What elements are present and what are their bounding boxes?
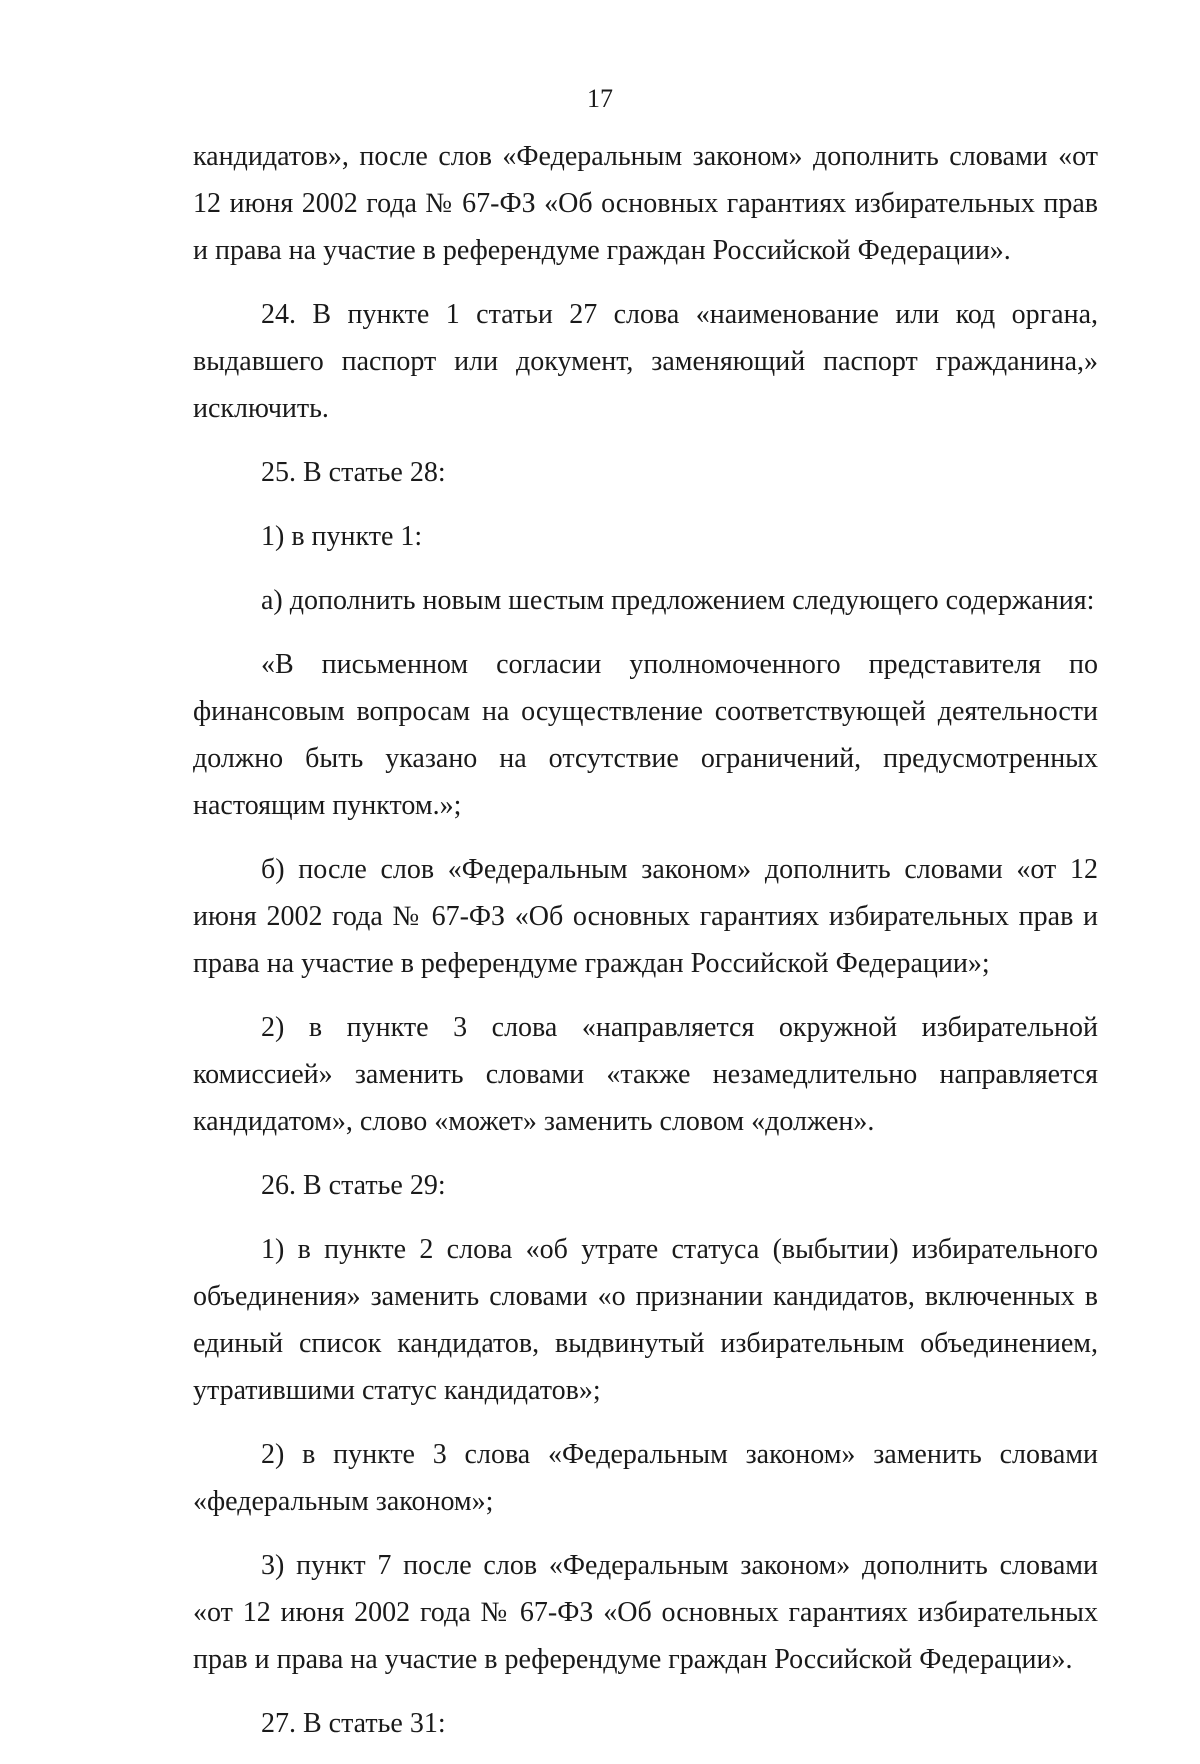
- paragraph-subitem-25-1-a: а) дополнить новым шестым предложением следующего содержания:: [261, 585, 1095, 616]
- paragraph-subitem-25-1: 1) в пункте 1:: [261, 521, 423, 552]
- paragraph-item-25-heading: 25. В статье 28:: [261, 457, 446, 488]
- paragraph-item-26-heading: 26. В статье 29:: [261, 1170, 446, 1201]
- paragraph-item-27-heading: 27. В статье 31:: [261, 1708, 446, 1739]
- paragraph-continuation: кандидатов», после слов «Федеральным законом» дополнить словами «от 12 июня 2002 года № 67-ФЗ «Об основных гарантиях избирательных прав и права на участие в референдуме граждан Российской Федерации».: [193, 141, 1098, 266]
- paragraph-subitem-26-2: 2) в пункте 3 слова «Федеральным законом» заменить словами «федеральным законом»;: [193, 1439, 1098, 1517]
- document-body: [193, 133, 1098, 1764]
- paragraph-item-24: 24. В пункте 1 статьи 27 слова «наименование или код органа, выдавшего паспорт или документ, заменяющий паспорт гражданина,» исключить.: [193, 299, 1098, 424]
- paragraph-subitem-26-3: 3) пункт 7 после слов «Федеральным законом» дополнить словами «от 12 июня 2002 года № 67-ФЗ «Об основных гарантиях избирательных прав и права на участие в референдуме граждан Российской Федерации».: [193, 1550, 1098, 1675]
- paragraph-subitem-25-1-b: б) после слов «Федеральным законом» дополнить словами «от 12 июня 2002 года № 67-ФЗ «Об основных гарантиях избирательных прав и права на участие в референдуме граждан Российской Федерации»;: [193, 854, 1098, 979]
- paragraph-subitem-26-1: 1) в пункте 2 слова «об утрате статуса (выбытии) избирательного объединения» заменить словами «о признании кандидатов, включенных в единый список кандидатов, выдвинутый избирательным объединением, утратившими статус кандидатов»;: [193, 1234, 1098, 1406]
- page-number: 17: [587, 84, 613, 113]
- paragraph-quoted-text: «В письменном согласии уполномоченного представителя по финансовым вопросам на осуществление соответствующей деятельности должно быть указано на отсутствие ограничений, предусмотренных настоящим пунктом.»;: [193, 649, 1098, 821]
- paragraph-subitem-25-2: 2) в пункте 3 слова «направляется окружной избирательной комиссией» заменить словами «также незамедлительно направляется кандидатом», слово «может» заменить словом «должен».: [193, 1012, 1098, 1137]
